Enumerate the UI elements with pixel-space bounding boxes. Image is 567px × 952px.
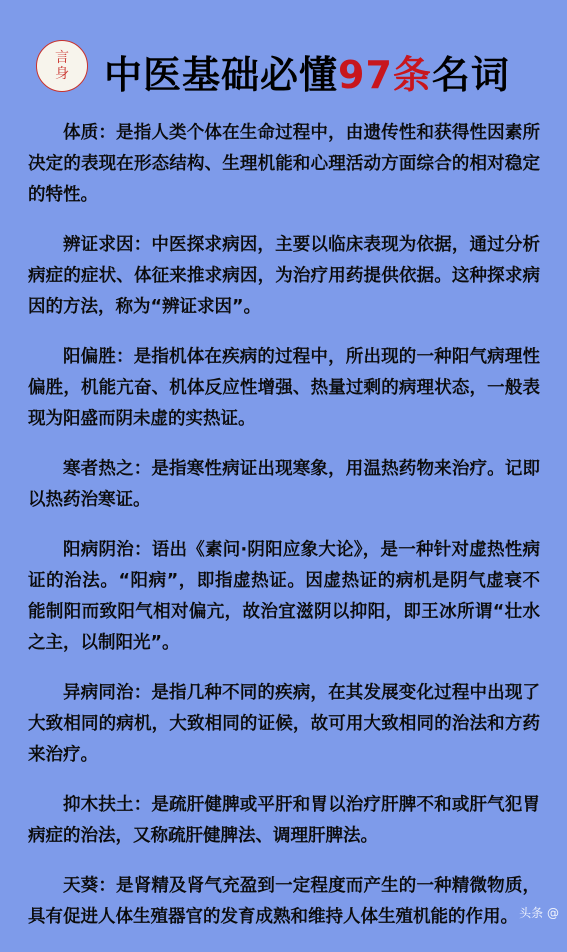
entry-text: ：是指寒性病证出现寒象，用温热药物来治疗。记即以热药治寒证。: [28, 459, 541, 510]
entry-text: ：是肾精及肾气充盈到一定程度而产生的一种精微物质，具有促进人体生殖器官的发育成熟和维持人体生殖机能的作用。: [28, 876, 541, 927]
entry-term: 天葵: [63, 876, 99, 896]
entry-text: ：是指机体在疾病的过程中，所出现的一种阳气病理性偏胜，机能亢奋、机体反应性增强、热量过剩的病理状态，一般表现为阳盛而阴未虚的实热证。: [28, 347, 541, 429]
entry-text: ：中医探求病因，主要以临床表现为依据，通过分析病症的症状、体征来推求病因，为治疗用药提供依据。这种探求病因的方法，称为“辨证求因”。: [28, 235, 541, 317]
brand-seal-logo: [36, 40, 88, 92]
term-list: [28, 118, 540, 952]
entry-text: ：语出《素问·阴阳应象大论》，是一种针对虚热性病证的治法。“阳病”，即指虚热证。因虚热证的病机是阴气虚衰不能制阳而致阳气相对偏亢，故治宜滋阴以抑阳，即王冰所谓“壮水之主，以制阳光”。: [28, 540, 540, 653]
entry-term: 阳偏胜: [63, 347, 117, 367]
title-suffix: 名词: [431, 53, 510, 97]
entry-term: 辨证求因: [63, 235, 134, 255]
header: [0, 30, 567, 110]
title-prefix: 中医基础必懂: [104, 53, 339, 97]
entry-text: ：是指几种不同的疾病，在其发展变化过程中出现了大致相同的病机，大致相同的证候，故可用大致相同的治法和方药来治疗。: [28, 683, 541, 765]
entry-term: 寒者热之: [63, 459, 134, 479]
seal-char-bottom: 身: [55, 66, 69, 82]
seal-char-top: 言: [55, 50, 69, 66]
entry-term: 抑木扶土: [63, 795, 134, 815]
entry-term: 异病同治: [63, 683, 134, 703]
entry-yangbingyinzhi: [28, 535, 540, 659]
entry-text: ：是疏肝健脾或平肝和胃以治疗肝脾不和或肝气犯胃病症的治法，又称疏肝健脾法、调理肝脾法。: [28, 795, 541, 846]
entry-term: 体质: [63, 123, 99, 143]
source-watermark: 头条 @: [519, 906, 559, 920]
entry-yibingtongzhi: [28, 678, 540, 771]
entry-text: ：是指人类个体在生命过程中，由遗传性和获得性因素所决定的表现在形态结构、生理机能和心理活动方面综合的相对稳定的特性。: [28, 123, 541, 205]
entry-yangpiansheng: [28, 342, 540, 435]
title-accent: 97条: [338, 53, 432, 97]
page-title: [104, 44, 510, 99]
entry-tiankui: [28, 871, 540, 933]
entry-yimufutu: [28, 790, 540, 852]
entry-bianzhengqiuyin: [28, 230, 540, 323]
entry-tizhi: [28, 118, 540, 211]
entry-term: 阳病阴治: [63, 540, 134, 560]
entry-hanzherezhi: [28, 454, 540, 516]
